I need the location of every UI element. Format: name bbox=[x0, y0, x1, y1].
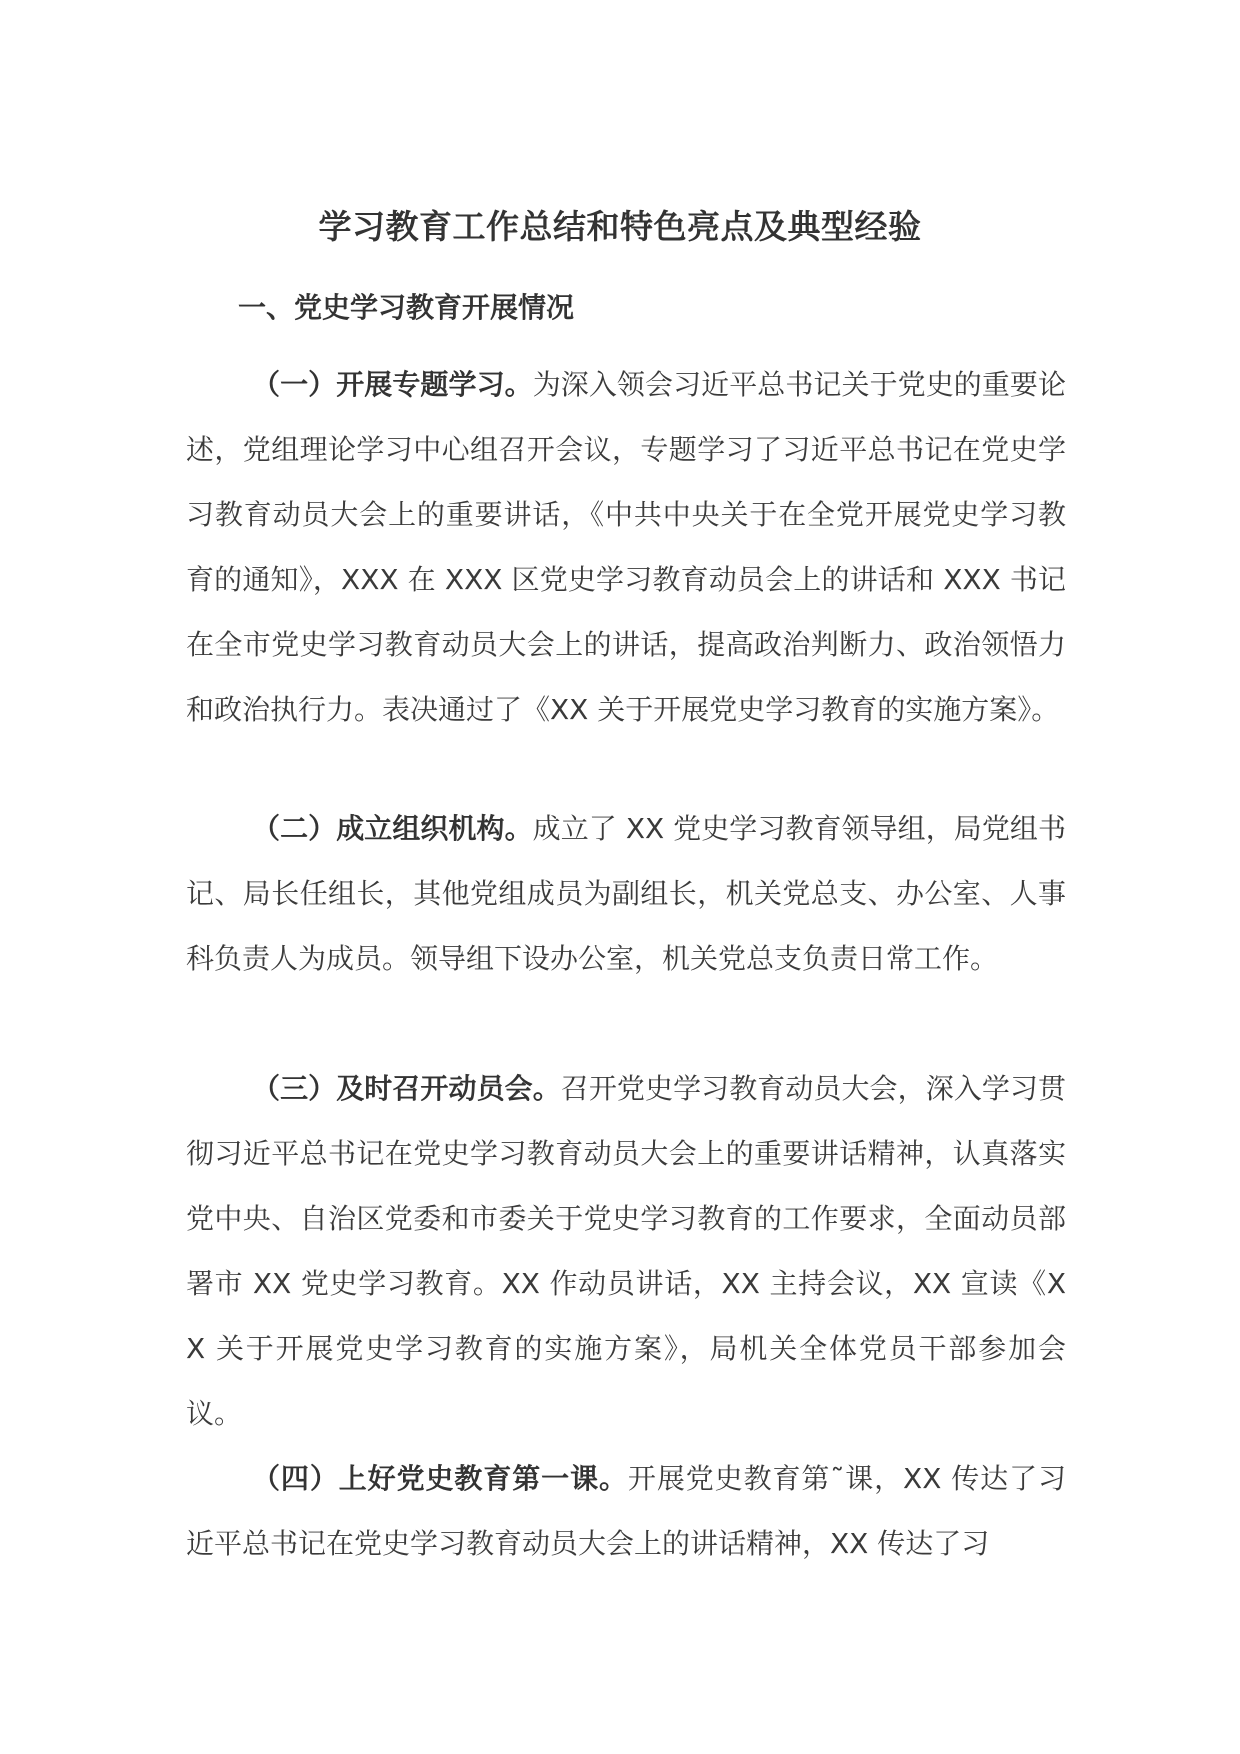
paragraph-topic-study bbox=[186, 352, 1066, 742]
paragraph-body: 成立了 XX 党史学习教育领导组，局党组书记、局长任组长，其他党组成员为副组长，机关党总支、办公室、人事科负责人为成员。领导组下设办公室，机关党总支负责日常工作。 bbox=[186, 812, 1066, 975]
paragraph-organization bbox=[186, 796, 1066, 991]
paragraph-first-lesson bbox=[186, 1446, 1066, 1576]
paragraph-lead: （三）及时召开动员会。 bbox=[252, 1072, 561, 1105]
paragraph-lead: （四）上好党史教育第一课。 bbox=[252, 1462, 628, 1495]
section-heading: 一、党史学习教育开展情况 bbox=[238, 291, 575, 324]
paragraph-mobilization-meeting bbox=[186, 1056, 1066, 1446]
paragraph-body: 召开党史学习教育动员大会，深入学习贯彻习近平总书记在党史学习教育动员大会上的重要讲话精神，认真落实党中央、自治区党委和市委关于党史学习教育的工作要求，全面动员部署市 XX 党史学习教育。XX 作动员讲话，XX 主持会议，XX 宣读《XX 关于开展党史学习教育的实施方案》，局机关全体党员干部参加会议。 bbox=[186, 1072, 1066, 1430]
paragraph-lead: （一）开展专题学习。 bbox=[252, 368, 533, 401]
document-title: 学习教育工作总结和特色亮点及典型经验 bbox=[318, 207, 922, 246]
paragraph-lead: （二）成立组织机构。 bbox=[252, 812, 533, 845]
paragraph-body: 开展党史教育第˜课，XX 传达了习近平总书记在党史学习教育动员大会上的讲话精神，XX 传达了习 bbox=[186, 1462, 1066, 1560]
paragraph-body: 为深入领会习近平总书记关于党史的重要论述，党组理论学习中心组召开会议，专题学习了习近平总书记在党史学习教育动员大会上的重要讲话，《中共中央关于在全党开展党史学习教育的通知》，XXX 在 XXX 区党史学习教育动员会上的讲话和 XXX 书记在全市党史学习教育动员大会上的讲话，提高政治判断力、政治领悟力和政治执行力。表决通过了《XX 关于开展党史学习教育的实施方案》。 bbox=[186, 368, 1066, 726]
bottom-margin bbox=[0, 1598, 1240, 1754]
